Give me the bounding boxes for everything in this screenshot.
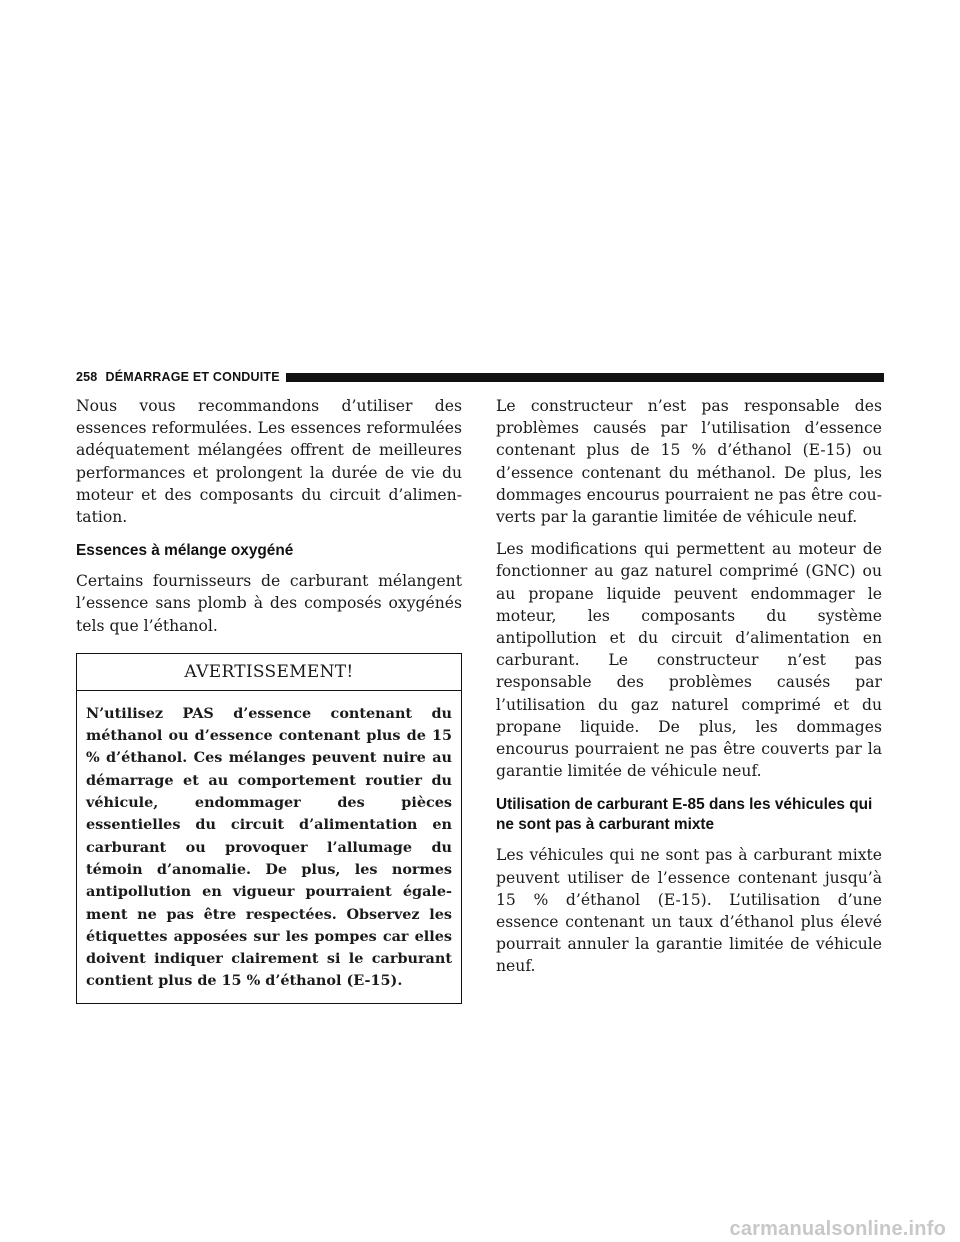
right-paragraph-3: Les véhicules qui ne sont pas à carburant mixte peuvent utiliser de l’essence contenant jusqu’à 15 % d’éthanol (E-15). L’utilisation d’une essence contenant un taux d’éthanol plus élevé pourrait annuler la garantie limitée de véhicule neuf. — [496, 846, 882, 976]
page-number: 258 — [76, 370, 98, 384]
warning-body: N’utilisez PAS d’essence contenant du méthanol ou d’essence contenant plus de 15 % d’éthanol. Ces mélanges peuvent nuire au démarrage et au comportement routier du véhicule, endommager des pièces essentielles du circuit d’alimentation en carburant ou provoquer l’allumage du témoin d’anomalie. De plus, les normes antipollution en vigueur pourraient également ne pas être respectées. Observez les étiquettes apposées sur les pompes car elles doivent indiquer clairement si le carburant contient plus de 15 % d’éthanol (E-15). — [86, 704, 452, 990]
header-rule — [286, 373, 884, 382]
right-paragraph-1: Le constructeur n’est pas responsable des problèmes causés par l’utilisation d’essence contenant plus de 15 % d’éthanol (E-15) ou d’essence contenant du méthanol. De plus, les dommages encourus pourraient ne pas être couverts par la garantie limitée de véhicule neuf. — [496, 397, 882, 527]
oxygenated-paragraph: Certains fournisseurs de carburant mélangent l’essence sans plomb à des composés oxygénés tels que l’éthanol. — [76, 572, 462, 635]
intro-paragraph: Nous vous recommandons d’utiliser des essences reformulées. Les essences reformulées adéquatement mélangées offrent de meilleures performances et prolongent la durée de vie du moteur et des composants du circuit d’alimentation. — [76, 397, 462, 527]
right-paragraph-2: Les modifications qui permettent au moteur de fonctionner au gaz naturel comprimé (GNC) ou au propane liquide peuvent endommager le moteur, les composants du système antipollution et du circuit d’alimentation en carburant. Le constructeur n’est pas responsable des problèmes causés par l’utilisation du gaz naturel comprimé et du propane liquide. De plus, les dommages encourus pourraient ne pas être couverts par la garantie limitée de véhicule neuf. — [496, 540, 882, 781]
warning-box — [76, 653, 462, 1004]
section-title: DÉMARRAGE ET CONDUITE — [105, 370, 280, 384]
heading-oxygenated: Essences à mélange oxygéné — [76, 542, 294, 560]
watermark-text: carmanualsonline.info — [729, 1218, 946, 1240]
heading-e85: Utilisation de carburant E-85 dans les véhicules qui ne sont pas à carburant mixte — [496, 796, 873, 834]
warning-title: AVERTISSEMENT! — [77, 654, 461, 691]
page-header — [76, 370, 884, 384]
left-column — [76, 395, 462, 1004]
right-column — [496, 395, 882, 988]
